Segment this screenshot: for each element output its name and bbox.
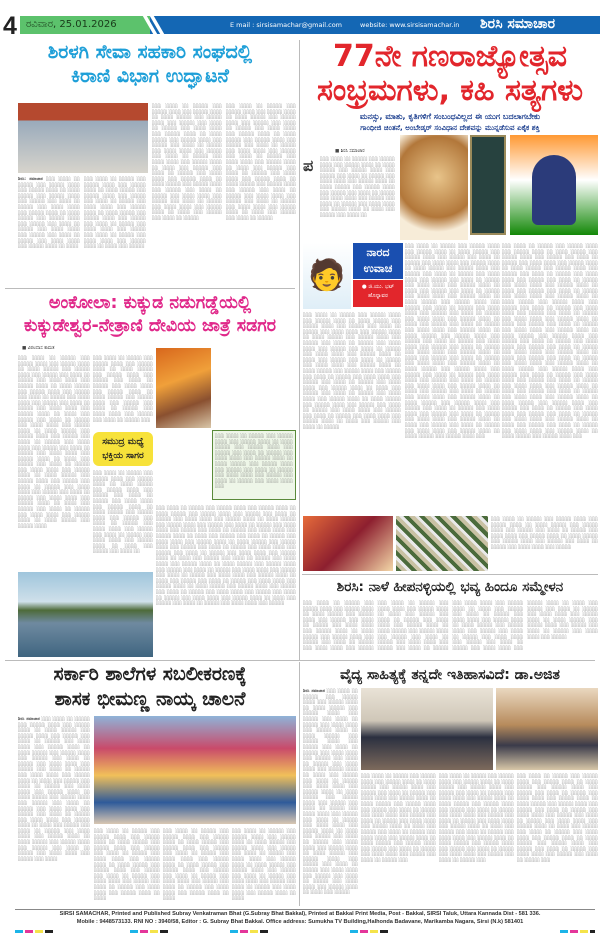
- story6-body-col2: ░░░ ░░░░ ░░ ░░░░░ ░░░ ░░░░░ ░░░░ ░░░ ░░░░░ ░░░░ ░░ ░░░░ ░░░░░ ░░░ ░░░░░ ░░░░ ░░░ ░░░░░ ░░░ ░░░░ ░░ ░░░░░ ░░░ ░░░░ ░░░░ ░░░ ░░░░░ ░░░░ ░░ ░░░░ ░░░░░ ░░░ ░░░░░ ░░░░ ░░░ ░░░░░ ░░░ ░░░░ ░░ ░░░░░ ░░░ ░░░░ ░░░░ ░░░ ░░░░░ ░░░ ░░░░ ░░ ░░░░░ ░░░ ░░░░ ░░░░ ░░░ ░░░░░ ░░░░ ░░ ░░░░ ░░░ ░░░░░ ░░░ ░░░░ ░░ ░░░░░ ░░░ ░░░░ ░░░░ ░░░ ░░░░░ ░░░░ ░░ ░░░░ ░░░░░ ░░░ ░░░░░ ░░░░ ░░░ ░░░░░ ░░░ ░░░░ ░░ ░░░░░ ░░░ ░░░░ ░░░░ ░░░ ░░░░░ ░░░ ░░░░ ░░ ░░░░░ ░░░: [361, 773, 436, 862]
- story5-photo: [94, 716, 296, 824]
- story5-body-col4: ░░░ ░░░░ ░░ ░░░░░ ░░░ ░░░░░ ░░░░ ░░░ ░░░░░ ░░░░ ░░ ░░░░ ░░░░░ ░░░ ░░░░░ ░░░░ ░░░ ░░░░░ ░░░ ░░░░ ░░ ░░░░░ ░░░ ░░░░ ░░░░ ░░░ ░░░░░ ░░░░ ░░ ░░░░ ░░░░░ ░░░ ░░░░░ ░░░░ ░░░ ░░░░░ ░░░ ░░░░ ░░ ░░░░░ ░░░ ░░░░ ░░░░ ░░░ ░░░░░ ░░░ ░░░░ ░░ ░░░░░ ░░░ ░░░░ ░░░░ ░░░ ░░░░░ ░░░░ ░░ ░░░░: [232, 828, 296, 901]
- story2-byline: ■ ಶಿರಸಿ ಸಮಾಚಾರ: [335, 149, 365, 154]
- story6-dateline: ಶಿರಸಿ ಸಮಾಚಾರ: [303, 688, 325, 693]
- box-line2: ಭಕ್ತಿಯ ಸಾಗರ: [102, 451, 144, 461]
- story1-headline-line1: ಶಿರಳಗಿ ಸೇವಾ ಸಹಕಾರಿ ಸಂಘದಲ್ಲಿ: [47, 41, 253, 63]
- masthead: ಶಿರಸಿ ಸಮಾಚಾರ: [480, 16, 555, 32]
- drop-cap: ಪ: [303, 156, 314, 175]
- box-line1: ಸಮುದ್ರ ಮಧ್ಯೆ: [102, 437, 144, 447]
- story3-body-col2: ░░░ ░░░░ ░░ ░░░░░ ░░░ ░░░░░ ░░░░ ░░░ ░░░░░ ░░░░ ░░ ░░░░ ░░░░░ ░░░ ░░░░░ ░░░░ ░░░ ░░░░░ ░░░ ░░░░ ░░ ░░░░░ ░░░ ░░░░ ░░░░ ░░░ ░░░░░ ░░░░ ░░ ░░░░ ░░░░░ ░░░ ░░░░░ ░░░░ ░░░ ░░░░░ ░░░ ░░░░ ░░ ░░░░░ ░░░ ░░░░ ░░░░ ░░░ ░░░░░ ░░░ ░░░░ ░░ ░░░░░ ░░░: [93, 355, 153, 422]
- divider: [302, 574, 598, 575]
- ambedkar-illustration: [510, 135, 598, 235]
- story5-body: ಶಿರಸಿ ಸಮಾಚಾರ ░░░ ░░░░ ░░ ░░░░░ ░░░ ░░░░░ ░░░░ ░░░ ░░░░░ ░░░░ ░░ ░░░░ ░░░░░ ░░░ ░░░░░ ░░░░ ░░░ ░░░░░ ░░░ ░░░░ ░░ ░░░░░ ░░░ ░░░░ ░░░░ ░░░ ░░░░░ ░░░░ ░░ ░░░░ ░░░░░ ░░░ ░░░░░ ░░░░ ░░░ ░░░░░ ░░░ ░░░░ ░░ ░░░░░ ░░░ ░░░░ ░░░░ ░░░ ░░░░░ ░░░ ░░░░ ░░ ░░░░░ ░░░ ░░░░ ░░░░ ░░░ ░░░░░ ░░░░ ░░ ░░░░ ░░░ ░░░░░ ░░░ ░░░░ ░░ ░░░░░ ░░░ ░░░░ ░░░░ ░░░ ░░░░░ ░░░░ ░░ ░░░░ ░░░░░ ░░░ ░░░░░ ░░░░ ░░░ ░░░░░ ░░░ ░░░░ ░░ ░░░░░ ░░░ ░░░░ ░░░░ ░░░ ░░░░░ ░░░ ░░░░ ░░ ░░░░░ ░░░ ░░░░ ░░░░ ░░░ ░░░░░ ░░░░ ░░ ░░░░ ░░░ ░░░░░ ░░░ ░░░░ ░░ ░░░░░ ░░░ ░░░░ ░░░░ ░░░ ░░░░░ ░░░░ ░░ ░░░░ ░░░░░ ░░░ ░░░░░ ░░░░ ░░░ ░░░░░ ░░░ ░░░░ ░░ ░░░░░ ░░░ ░░░░ ░░░░ ░░░ ░░░░░ ░░░ ░░░░: [18, 716, 90, 861]
- story1-headline-line2: ಕಿರಾಣಿ ವಿಭಾಗ ಉದ್ಘಾಟನೆ: [71, 65, 229, 87]
- story3-sea-photo: [18, 572, 153, 657]
- story6-photo2: [496, 688, 598, 770]
- issue-date: ರವಿವಾರ, 25.01.2026: [26, 19, 117, 30]
- story2-caption: ░░░ ░░░░ ░░ ░░░░░ ░░░ ░░░░░ ░░░░ ░░░ ░░░░░ ░░░░ ░░ ░░░░ ░░░░░ ░░░ ░░░░░ ░░░░ ░░░ ░░░░░ ░░░ ░░░░ ░░ ░░░░░ ░░░ ░░░░ ░░░░ ░░░ ░░░░░ ░░░░ ░░ ░░░░ ░░░░░ ░░░ ░░░░░ ░░░░ ░░░ ░░░░░ ░░░ ░░░░ ░░ ░░░░░ ░░░ ░░░░ ░░░░ ░░░ ░░░░░: [491, 516, 598, 549]
- story3-headline-line1: ಅಂಕೋಲಾ: ಕುಕ್ಕುಡ ನಡುಗಡ್ಡೆಯಲ್ಲಿ: [48, 293, 252, 313]
- story1-body-col3: ░░░ ░░░░ ░░ ░░░░░ ░░░ ░░░░░ ░░░░ ░░░ ░░░░░ ░░░░ ░░ ░░░░ ░░░░░ ░░░ ░░░░░ ░░░░ ░░░ ░░░░░ ░░░ ░░░░ ░░ ░░░░░ ░░░ ░░░░ ░░░░ ░░░ ░░░░░ ░░░░ ░░ ░░░░ ░░░░░ ░░░ ░░░░░ ░░░░ ░░░ ░░░░░ ░░░ ░░░░ ░░ ░░░░░ ░░░ ░░░░ ░░░░ ░░░ ░░░░░ ░░░ ░░░░ ░░ ░░░░░ ░░░ ░░░░ ░░░░ ░░░ ░░░░░ ░░░░ ░░ ░░░░ ░░░ ░░░░░ ░░░ ░░░░ ░░ ░░░░░ ░░░ ░░░░ ░░░░ ░░░ ░░░░░ ░░░░ ░░ ░░░░ ░░░░░ ░░░ ░░░░░ ░░░░ ░░░ ░░░░░ ░░░ ░░░░ ░░ ░░░░░ ░░░ ░░░░ ░░░░ ░░░ ░░░░░ ░░░ ░░░░ ░░ ░░░░░ ░░░ ░░░░ ░░░░ ░░░ ░░░░░ ░░░░ ░░ ░░░░ ░░░ ░░░░░ ░░░ ░░░░ ░░ ░░░░░: [152, 103, 222, 220]
- imprint: [0, 911, 600, 926]
- constitution-book-image: [470, 135, 506, 235]
- story1-body-col2: ░░░ ░░░░ ░░ ░░░░░ ░░░ ░░░░░ ░░░░ ░░░ ░░░░░ ░░░░ ░░ ░░░░ ░░░░░ ░░░ ░░░░░ ░░░░ ░░░ ░░░░░ ░░░ ░░░░ ░░ ░░░░░ ░░░ ░░░░ ░░░░ ░░░ ░░░░░ ░░░░ ░░ ░░░░ ░░░░░ ░░░ ░░░░░ ░░░░ ░░░ ░░░░░ ░░░ ░░░░ ░░ ░░░░░ ░░░ ░░░░ ░░░░ ░░░ ░░░░░ ░░░ ░░░░ ░░ ░░░░░ ░░░ ░░░░ ░░░░ ░░░ ░░░░░ ░░░░ ░░ ░░░░ ░░░ ░░░░░: [84, 176, 146, 249]
- story2-subhead1: ಮನಸ್ಸು, ಮಾತು, ಕೃತಿಗಳಿಗೆ ಸಂಬಂಧವಿಲ್ಲದ ಈ ಯುಗ ಬದಲಾಗಬೇಕು: [359, 112, 541, 121]
- column-divider: [299, 40, 300, 660]
- column-title: ನಾರದ ಉವಾಚ: [353, 243, 403, 279]
- story2-headline: [302, 40, 598, 108]
- story1-dateline: ಶಿರಸಿ: ಸಮಾಚಾರ: [18, 176, 43, 181]
- story2-subhead2: ಗಾಂಧೀಜಿ ಚಿಂತನೆ, ಅಂಬೇಡ್ಕರ್ ಸಂವಿಧಾನ ದೇಶವನ್ನು ಮುನ್ನಡೆಸುವ ಏಕೈಕ ಶಕ್ತಿ: [360, 123, 540, 132]
- story5-headline: [5, 662, 295, 712]
- column-author: ● ಜಿ.ಯು. ಭಟ್ ಹೊನ್ನಾವರ: [353, 280, 403, 307]
- story5-headline-line2: ಶಾಸಕ ಭೀಮಣ್ಣ ನಾಯ್ಕ ಚಾಲನೆ: [54, 688, 246, 710]
- gandhi-illustration: [400, 135, 468, 240]
- story2-body-col1b: ░░░ ░░░░ ░░ ░░░░░ ░░░ ░░░░░ ░░░░ ░░░ ░░░░░ ░░░░ ░░ ░░░░ ░░░░░ ░░░ ░░░░░ ░░░░ ░░░ ░░░░░ ░░░ ░░░░ ░░ ░░░░░ ░░░ ░░░░ ░░░░ ░░░ ░░░░░ ░░░░ ░░ ░░░░ ░░░░░ ░░░ ░░░░░ ░░░░ ░░░ ░░░░░ ░░░ ░░░░ ░░ ░░░░░ ░░░ ░░░░ ░░░░ ░░░ ░░░░░ ░░░ ░░░░ ░░ ░░░░░ ░░░ ░░░░ ░░░░ ░░░ ░░░░░ ░░░░ ░░ ░░░░ ░░░ ░░░░░ ░░░ ░░░░ ░░ ░░░░░ ░░░ ░░░░ ░░░░ ░░░ ░░░░░ ░░░░ ░░ ░░░░ ░░░░░ ░░░ ░░░░░ ░░░░ ░░░ ░░░░░ ░░░ ░░░░ ░░ ░░░░░ ░░░ ░░░░ ░░░░ ░░░ ░░░░░ ░░░ ░░░░ ░░ ░░░░░ ░░░ ░░░░ ░░░░ ░░░ ░░░░░ ░░░░ ░░ ░░░░ ░░░ ░░░░░ ░░░ ░░░░ ░░ ░░░░░ ░░░ ░░░░ ░░░░ ░░░ ░░░░░ ░░░░ ░░ ░░░░ ░░░░░ ░░░ ░░░░░ ░░░░ ░░░ ░░░░░ ░░░ ░░░░ ░░ ░░░░░ ░░░ ░░░░ ░░░░ ░░░ ░░░░░ ░░░ ░░░░ ░░ ░░░░░ ░░░ ░░░░ ░░░░ ░░░ ░░░░░ ░░░░ ░░ ░░░░ ░░░ ░░░░░ ░░░ ░░░░ ░░ ░░░░░: [303, 312, 401, 429]
- story2-body-col2: ░░░ ░░░░ ░░ ░░░░░ ░░░ ░░░░░ ░░░░ ░░░ ░░░░░ ░░░░ ░░ ░░░░ ░░░░░ ░░░ ░░░░░ ░░░░ ░░░ ░░░░░ ░░░ ░░░░ ░░ ░░░░░ ░░░ ░░░░ ░░░░ ░░░ ░░░░░ ░░░░ ░░ ░░░░ ░░░░░ ░░░ ░░░░░ ░░░░ ░░░ ░░░░░ ░░░ ░░░░ ░░ ░░░░░ ░░░ ░░░░ ░░░░ ░░░ ░░░░░ ░░░ ░░░░ ░░ ░░░░░ ░░░ ░░░░ ░░░░ ░░░ ░░░░░ ░░░░ ░░ ░░░░ ░░░ ░░░░░ ░░░ ░░░░ ░░ ░░░░░ ░░░ ░░░░ ░░░░ ░░░ ░░░░░ ░░░░ ░░ ░░░░ ░░░░░ ░░░ ░░░░░ ░░░░ ░░░ ░░░░░ ░░░ ░░░░ ░░ ░░░░░ ░░░ ░░░░ ░░░░ ░░░ ░░░░░ ░░░ ░░░░ ░░ ░░░░░ ░░░ ░░░░ ░░░░ ░░░ ░░░░░ ░░░░ ░░ ░░░░ ░░░ ░░░░░ ░░░ ░░░░ ░░ ░░░░░ ░░░ ░░░░ ░░░░ ░░░ ░░░░░ ░░░░ ░░ ░░░░ ░░░░░ ░░░ ░░░░░ ░░░░ ░░░ ░░░░░ ░░░ ░░░░ ░░ ░░░░░ ░░░ ░░░░ ░░░░ ░░░ ░░░░░ ░░░ ░░░░ ░░ ░░░░░ ░░░ ░░░░ ░░░░ ░░░ ░░░░░ ░░░░ ░░ ░░░░ ░░░ ░░░░░ ░░░ ░░░░ ░░ ░░░░░ ░░░ ░░░░ ░░░░ ░░░ ░░░░░ ░░░░ ░░ ░░░░ ░░░░░ ░░░ ░░░░░ ░░░░ ░░░ ░░░░░ ░░░ ░░░░ ░░ ░░░░░ ░░░ ░░░░ ░░░░ ░░░ ░░░░░ ░░░ ░░░░ ░░ ░░░░░ ░░░ ░░░░ ░░░░ ░░░ ░░░░░ ░░░░ ░░ ░░░░ ░░░ ░░░░░ ░░░ ░░░░ ░░ ░░░░░ ░░░ ░░░░ ░░░░ ░░░ ░░░░░ ░░░░ ░░ ░░░░ ░░░░░ ░░░ ░░░░░ ░░░░ ░░░ ░░░░░ ░░░ ░░░░ ░░ ░░░░░ ░░░ ░░░░ ░░░░ ░░░ ░░░░░ ░░░ ░░░░ ░░ ░░░░░ ░░░ ░░░░ ░░░░ ░░░ ░░░░░ ░░░░ ░░ ░░░░ ░░░ ░░░░░ ░░░ ░░░░ ░░ ░░░░░ ░░░ ░░░░ ░░░░ ░░░ ░░░░░ ░░░░ ░░ ░░░░ ░░░░░ ░░░ ░░░░░ ░░░░ ░░░: [405, 243, 500, 439]
- story3-byline: ■ ವಿಠಲದಾಸ ಕಾಮತ: [22, 346, 55, 351]
- story3-body-col4: ░░░ ░░░░ ░░ ░░░░░ ░░░ ░░░░░ ░░░░ ░░░ ░░░░░ ░░░░ ░░ ░░░░ ░░░░░ ░░░ ░░░░░ ░░░░ ░░░ ░░░░░ ░░░ ░░░░ ░░ ░░░░░ ░░░ ░░░░ ░░░░ ░░░ ░░░░░ ░░░░ ░░ ░░░░ ░░░░░ ░░░ ░░░░░ ░░░░ ░░░ ░░░░░ ░░░ ░░░░ ░░ ░░░░░ ░░░ ░░░░ ░░░░ ░░░ ░░░░░ ░░░ ░░░░ ░░ ░░░░░ ░░░ ░░░░ ░░░░ ░░░ ░░░░░ ░░░░ ░░ ░░░░ ░░░ ░░░░░ ░░░ ░░░░ ░░ ░░░░░ ░░░ ░░░░ ░░░░ ░░░ ░░░░░ ░░░░ ░░ ░░░░ ░░░░░ ░░░ ░░░░░ ░░░░ ░░░ ░░░░░ ░░░ ░░░░ ░░ ░░░░░ ░░░ ░░░░ ░░░░ ░░░ ░░░░░ ░░░ ░░░░ ░░ ░░░░░ ░░░ ░░░░ ░░░░ ░░░ ░░░░░ ░░░░ ░░ ░░░░ ░░░ ░░░░░ ░░░ ░░░░ ░░ ░░░░░ ░░░ ░░░░ ░░░░ ░░░ ░░░░░ ░░░░ ░░ ░░░░ ░░░░░ ░░░ ░░░░░ ░░░░ ░░░ ░░░░░ ░░░ ░░░░ ░░ ░░░░░ ░░░ ░░░░ ░░░░ ░░░ ░░░░░ ░░░ ░░░░ ░░ ░░░░░ ░░░ ░░░░ ░░░░ ░░░ ░░░░░ ░░░░ ░░ ░░░░ ░░░ ░░░░░ ░░░ ░░░░ ░░ ░░░░░ ░░░ ░░░░ ░░░░ ░░░ ░░░░░ ░░░░ ░░ ░░░░ ░░░░░ ░░░ ░░░░░ ░░░░ ░░░ ░░░░░ ░░░ ░░░░ ░░ ░░░░░ ░░░ ░░░░ ░░░░ ░░░ ░░░░░ ░░░ ░░░░ ░░ ░░░░░ ░░░ ░░░░ ░░░░ ░░░ ░░░░░ ░░░░ ░░ ░░░░ ░░░ ░░░░░ ░░░ ░░░░ ░░ ░░░░░ ░░░ ░░░░ ░░░░ ░░░ ░░░░░: [156, 505, 296, 606]
- story1-photo: [18, 103, 148, 173]
- email-link[interactable]: E mail : sirsisamachar@gmail.com: [230, 21, 343, 29]
- story5-body-col2: ░░░ ░░░░ ░░ ░░░░░ ░░░ ░░░░░ ░░░░ ░░░ ░░░░░ ░░░░ ░░ ░░░░ ░░░░░ ░░░ ░░░░░ ░░░░ ░░░ ░░░░░ ░░░ ░░░░ ░░ ░░░░░ ░░░ ░░░░ ░░░░ ░░░ ░░░░░ ░░░░ ░░ ░░░░ ░░░░░ ░░░ ░░░░░ ░░░░ ░░░ ░░░░░ ░░░ ░░░░ ░░ ░░░░░ ░░░ ░░░░ ░░░░ ░░░ ░░░░░ ░░░ ░░░░ ░░ ░░░░░ ░░░ ░░░░ ░░░░ ░░░ ░░░░░ ░░░░ ░░ ░░░░: [94, 828, 160, 901]
- divider: [5, 288, 295, 289]
- contact-bar: [150, 16, 600, 34]
- story6-body: ಶಿರಸಿ ಸಮಾಚಾರ ░░░ ░░░░ ░░ ░░░░░ ░░░ ░░░░░ ░░░░ ░░░ ░░░░░ ░░░░ ░░ ░░░░ ░░░░░ ░░░ ░░░░░ ░░░░ ░░░ ░░░░░ ░░░ ░░░░ ░░ ░░░░░ ░░░ ░░░░ ░░░░ ░░░ ░░░░░ ░░░░ ░░ ░░░░ ░░░░░ ░░░ ░░░░░ ░░░░ ░░░ ░░░░░ ░░░ ░░░░ ░░ ░░░░░ ░░░ ░░░░ ░░░░ ░░░ ░░░░░ ░░░ ░░░░ ░░ ░░░░░ ░░░ ░░░░ ░░░░ ░░░ ░░░░░ ░░░░ ░░ ░░░░ ░░░ ░░░░░ ░░░ ░░░░ ░░ ░░░░░ ░░░ ░░░░ ░░░░ ░░░ ░░░░░ ░░░░ ░░ ░░░░ ░░░░░ ░░░ ░░░░░ ░░░░ ░░░ ░░░░░ ░░░ ░░░░ ░░ ░░░░░ ░░░ ░░░░ ░░░░ ░░░ ░░░░░ ░░░ ░░░░ ░░ ░░░░░ ░░░ ░░░░ ░░░░ ░░░ ░░░░░ ░░░░ ░░ ░░░░ ░░░ ░░░░░ ░░░ ░░░░ ░░ ░░░░░ ░░░ ░░░░ ░░░░ ░░░ ░░░░░ ░░░░ ░░ ░░░░ ░░░░░ ░░░ ░░░░░ ░░░░ ░░░ ░░░░░ ░░░ ░░░░ ░░ ░░░░░ ░░░ ░░░░ ░░░░ ░░░ ░░░░░ ░░░ ░░░░ ░░ ░░░░░ ░░░ ░░░░ ░░░░ ░░░ ░░░░░ ░░░░ ░░ ░░░░ ░░░ ░░░░░: [303, 688, 358, 895]
- footer-rule: [15, 909, 595, 910]
- story3-body: ░░░ ░░░░ ░░ ░░░░░ ░░░ ░░░░░ ░░░░ ░░░ ░░░░░ ░░░░ ░░ ░░░░ ░░░░░ ░░░ ░░░░░ ░░░░ ░░░ ░░░░░ ░░░ ░░░░ ░░ ░░░░░ ░░░ ░░░░ ░░░░ ░░░ ░░░░░ ░░░░ ░░ ░░░░ ░░░░░ ░░░ ░░░░░ ░░░░ ░░░ ░░░░░ ░░░ ░░░░ ░░ ░░░░░ ░░░ ░░░░ ░░░░ ░░░ ░░░░░ ░░░ ░░░░ ░░ ░░░░░ ░░░ ░░░░ ░░░░ ░░░ ░░░░░ ░░░░ ░░ ░░░░ ░░░ ░░░░░ ░░░ ░░░░ ░░ ░░░░░ ░░░ ░░░░ ░░░░ ░░░ ░░░░░ ░░░░ ░░ ░░░░ ░░░░░ ░░░ ░░░░░ ░░░░ ░░░ ░░░░░ ░░░ ░░░░ ░░ ░░░░░ ░░░ ░░░░ ░░░░ ░░░ ░░░░░ ░░░ ░░░░ ░░ ░░░░░ ░░░ ░░░░ ░░░░ ░░░ ░░░░░ ░░░░ ░░ ░░░░ ░░░ ░░░░░ ░░░ ░░░░ ░░ ░░░░░ ░░░ ░░░░ ░░░░ ░░░ ░░░░░ ░░░░ ░░ ░░░░ ░░░░░ ░░░ ░░░░░ ░░░░ ░░░ ░░░░░ ░░░ ░░░░ ░░ ░░░░░ ░░░ ░░░░ ░░░░ ░░░ ░░░░░ ░░░ ░░░░ ░░ ░░░░░ ░░░ ░░░░ ░░░░ ░░░ ░░░░░ ░░░░ ░░ ░░░░ ░░░ ░░░░░ ░░░ ░░░░ ░░ ░░░░░ ░░░ ░░░░ ░░░░ ░░░ ░░░░░ ░░░░ ░░ ░░░░ ░░░░░ ░░░ ░░░░░ ░░░░: [18, 355, 90, 528]
- story6-body-col4: ░░░ ░░░░ ░░ ░░░░░ ░░░ ░░░░░ ░░░░ ░░░ ░░░░░ ░░░░ ░░ ░░░░ ░░░░░ ░░░ ░░░░░ ░░░░ ░░░ ░░░░░ ░░░ ░░░░ ░░ ░░░░░ ░░░ ░░░░ ░░░░ ░░░ ░░░░░ ░░░░ ░░ ░░░░ ░░░░░ ░░░ ░░░░░ ░░░░ ░░░ ░░░░░ ░░░ ░░░░ ░░ ░░░░░ ░░░ ░░░░ ░░░░ ░░░ ░░░░░ ░░░ ░░░░ ░░ ░░░░░ ░░░ ░░░░ ░░░░ ░░░ ░░░░░ ░░░░ ░░ ░░░░ ░░░ ░░░░░ ░░░ ░░░░ ░░ ░░░░░ ░░░ ░░░░ ░░░░ ░░░ ░░░░░ ░░░░ ░░ ░░░░ ░░░░░ ░░░ ░░░░░ ░░░░ ░░░ ░░░░░ ░░░ ░░░░ ░░ ░░░░░ ░░░ ░░░░ ░░░░ ░░░ ░░░░░ ░░░ ░░░░ ░░ ░░░░░ ░░░: [517, 773, 598, 862]
- story2-headline-line2: ಸಂಭ್ರಮಗಳು, ಕಹಿ ಸತ್ಯಗಳು: [316, 73, 584, 108]
- column-divider: [299, 662, 300, 906]
- story6-body-col3: ░░░ ░░░░ ░░ ░░░░░ ░░░ ░░░░░ ░░░░ ░░░ ░░░░░ ░░░░ ░░ ░░░░ ░░░░░ ░░░ ░░░░░ ░░░░ ░░░ ░░░░░ ░░░ ░░░░ ░░ ░░░░░ ░░░ ░░░░ ░░░░ ░░░ ░░░░░ ░░░░ ░░ ░░░░ ░░░░░ ░░░ ░░░░░ ░░░░ ░░░ ░░░░░ ░░░ ░░░░ ░░ ░░░░░ ░░░ ░░░░ ░░░░ ░░░ ░░░░░ ░░░ ░░░░ ░░ ░░░░░ ░░░ ░░░░ ░░░░ ░░░ ░░░░░ ░░░░ ░░ ░░░░ ░░░ ░░░░░ ░░░ ░░░░ ░░ ░░░░░ ░░░ ░░░░ ░░░░ ░░░ ░░░░░ ░░░░ ░░ ░░░░ ░░░░░ ░░░ ░░░░░ ░░░░ ░░░ ░░░░░ ░░░ ░░░░ ░░ ░░░░░ ░░░ ░░░░ ░░░░ ░░░ ░░░░░ ░░░ ░░░░ ░░ ░░░░░ ░░░: [439, 773, 514, 862]
- story1-body-col4: ░░░ ░░░░ ░░ ░░░░░ ░░░ ░░░░░ ░░░░ ░░░ ░░░░░ ░░░░ ░░ ░░░░ ░░░░░ ░░░ ░░░░░ ░░░░ ░░░ ░░░░░ ░░░ ░░░░ ░░ ░░░░░ ░░░ ░░░░ ░░░░ ░░░ ░░░░░ ░░░░ ░░ ░░░░ ░░░░░ ░░░ ░░░░░ ░░░░ ░░░ ░░░░░ ░░░ ░░░░ ░░ ░░░░░ ░░░ ░░░░ ░░░░ ░░░ ░░░░░ ░░░ ░░░░ ░░ ░░░░░ ░░░ ░░░░ ░░░░ ░░░ ░░░░░ ░░░░ ░░ ░░░░ ░░░ ░░░░░ ░░░ ░░░░ ░░ ░░░░░ ░░░ ░░░░ ░░░░ ░░░ ░░░░░ ░░░░ ░░ ░░░░ ░░░░░ ░░░ ░░░░░ ░░░░ ░░░ ░░░░░ ░░░ ░░░░ ░░ ░░░░░ ░░░ ░░░░ ░░░░ ░░░ ░░░░░ ░░░ ░░░░ ░░ ░░░░░ ░░░ ░░░░ ░░░░ ░░░ ░░░░░ ░░░░ ░░ ░░░░ ░░░ ░░░░░ ░░░ ░░░░ ░░ ░░░░░: [226, 103, 296, 220]
- date-bar: [20, 16, 155, 34]
- story1-body: ಶಿರಸಿ: ಸಮಾಚಾರ ░░░ ░░░░ ░░ ░░░░░ ░░░ ░░░░░ ░░░░ ░░░ ░░░░░ ░░░░ ░░ ░░░░ ░░░░░ ░░░ ░░░░░ ░░░░ ░░░ ░░░░░ ░░░ ░░░░ ░░ ░░░░░ ░░░ ░░░░ ░░░░ ░░░ ░░░░░ ░░░░ ░░ ░░░░ ░░░░░ ░░░ ░░░░░ ░░░░ ░░░ ░░░░░ ░░░ ░░░░ ░░ ░░░░░ ░░░ ░░░░ ░░░░ ░░░ ░░░░░ ░░░ ░░░░ ░░ ░░░░░ ░░░ ░░░░ ░░░░ ░░░ ░░░░░ ░░░░ ░░ ░░░░: [18, 176, 80, 249]
- story5-dateline: ಶಿರಸಿ ಸಮಾಚಾರ: [18, 716, 40, 721]
- story2-photo-left: [303, 516, 393, 571]
- story2-headline-line1: 77ನೇ ಗಣರಾಜ್ಯೋತ್ಸವ: [333, 39, 567, 74]
- story5-body-col3: ░░░ ░░░░ ░░ ░░░░░ ░░░ ░░░░░ ░░░░ ░░░ ░░░░░ ░░░░ ░░ ░░░░ ░░░░░ ░░░ ░░░░░ ░░░░ ░░░ ░░░░░ ░░░ ░░░░ ░░ ░░░░░ ░░░ ░░░░ ░░░░ ░░░ ░░░░░ ░░░░ ░░ ░░░░ ░░░░░ ░░░ ░░░░░ ░░░░ ░░░ ░░░░░ ░░░ ░░░░ ░░ ░░░░░ ░░░ ░░░░ ░░░░ ░░░ ░░░░░ ░░░ ░░░░ ░░ ░░░░░ ░░░ ░░░░ ░░░░ ░░░ ░░░░░ ░░░░ ░░ ░░░░: [163, 828, 229, 901]
- story3-box-text: ░░░ ░░░░ ░░ ░░░░░ ░░░ ░░░░░ ░░░░ ░░░ ░░░░░ ░░░░ ░░ ░░░░ ░░░░░ ░░░ ░░░░░ ░░░░ ░░░ ░░░░░ ░░░ ░░░░ ░░ ░░░░░ ░░░ ░░░░ ░░░░ ░░░ ░░░░░ ░░░░ ░░ ░░░░ ░░░░░ ░░░ ░░░░░ ░░░░ ░░░ ░░░░░ ░░░ ░░░░ ░░ ░░░░░ ░░░ ░░░░ ░░░░ ░░░ ░░░░░ ░░░ ░░░░ ░░ ░░░░░ ░░░ ░░░░ ░░░░ ░░░: [212, 430, 296, 500]
- narada-cartoon-icon: 🧑: [303, 243, 351, 309]
- narada-column-badge: [303, 243, 403, 309]
- imprint-line1: SIRSI SAMACHAR, Printed and Published Subray Venkatraman Bhat (G.Subray Bhat Bakkal), Printed at Bakkal Print Media, Post - Bakkal, SIRSI Taluk, Uttara Kannada Dist - 581 336.: [59, 911, 541, 917]
- bhakti-box: [93, 432, 153, 466]
- story3-body-col3: ░░░ ░░░░ ░░ ░░░░░ ░░░ ░░░░░ ░░░░ ░░░ ░░░░░ ░░░░ ░░ ░░░░ ░░░░░ ░░░ ░░░░░ ░░░░ ░░░ ░░░░░ ░░░ ░░░░ ░░ ░░░░░ ░░░ ░░░░ ░░░░ ░░░ ░░░░░ ░░░░ ░░ ░░░░ ░░░░░ ░░░ ░░░░░ ░░░░ ░░░ ░░░░░ ░░░ ░░░░ ░░ ░░░░░ ░░░ ░░░░ ░░░░ ░░░ ░░░░░ ░░░ ░░░░ ░░ ░░░░░ ░░░ ░░░░ ░░░░ ░░░ ░░░░░ ░░░░ ░░ ░░░░ ░░░ ░░░░░ ░░░ ░░░░ ░░: [93, 470, 153, 554]
- story3-headline: [5, 292, 295, 338]
- website-link[interactable]: website: www.sirsisamachar.in: [360, 21, 460, 29]
- story2-body-col3: ░░░ ░░░░ ░░ ░░░░░ ░░░ ░░░░░ ░░░░ ░░░ ░░░░░ ░░░░ ░░ ░░░░ ░░░░░ ░░░ ░░░░░ ░░░░ ░░░ ░░░░░ ░░░ ░░░░ ░░ ░░░░░ ░░░ ░░░░ ░░░░ ░░░ ░░░░░ ░░░░ ░░ ░░░░ ░░░░░ ░░░ ░░░░░ ░░░░ ░░░ ░░░░░ ░░░ ░░░░ ░░ ░░░░░ ░░░ ░░░░ ░░░░ ░░░ ░░░░░ ░░░ ░░░░ ░░ ░░░░░ ░░░ ░░░░ ░░░░ ░░░ ░░░░░ ░░░░ ░░ ░░░░ ░░░ ░░░░░ ░░░ ░░░░ ░░ ░░░░░ ░░░ ░░░░ ░░░░ ░░░ ░░░░░ ░░░░ ░░ ░░░░ ░░░░░ ░░░ ░░░░░ ░░░░ ░░░ ░░░░░ ░░░ ░░░░ ░░ ░░░░░ ░░░ ░░░░ ░░░░ ░░░ ░░░░░ ░░░ ░░░░ ░░ ░░░░░ ░░░ ░░░░ ░░░░ ░░░ ░░░░░ ░░░░ ░░ ░░░░ ░░░ ░░░░░ ░░░ ░░░░ ░░ ░░░░░ ░░░ ░░░░ ░░░░ ░░░ ░░░░░ ░░░░ ░░ ░░░░ ░░░░░ ░░░ ░░░░░ ░░░░ ░░░ ░░░░░ ░░░ ░░░░ ░░ ░░░░░ ░░░ ░░░░ ░░░░ ░░░ ░░░░░ ░░░ ░░░░ ░░ ░░░░░ ░░░ ░░░░ ░░░░ ░░░ ░░░░░ ░░░░ ░░ ░░░░ ░░░ ░░░░░ ░░░ ░░░░ ░░ ░░░░░ ░░░ ░░░░ ░░░░ ░░░ ░░░░░ ░░░░ ░░ ░░░░ ░░░░░ ░░░ ░░░░░ ░░░░ ░░░ ░░░░░ ░░░ ░░░░ ░░ ░░░░░ ░░░ ░░░░ ░░░░ ░░░ ░░░░░ ░░░ ░░░░ ░░ ░░░░░ ░░░ ░░░░ ░░░░ ░░░ ░░░░░ ░░░░ ░░ ░░░░ ░░░ ░░░░░ ░░░ ░░░░ ░░ ░░░░░ ░░░ ░░░░ ░░░░ ░░░ ░░░░░ ░░░░ ░░ ░░░░ ░░░░░ ░░░ ░░░░░ ░░░░ ░░░ ░░░░░ ░░░ ░░░░ ░░ ░░░░░ ░░░ ░░░░ ░░░░ ░░░ ░░░░░ ░░░ ░░░░ ░░ ░░░░░ ░░░ ░░░░ ░░░░ ░░░ ░░░░░ ░░░░ ░░ ░░░░ ░░░ ░░░░░ ░░░ ░░░░ ░░ ░░░░░ ░░░ ░░░░ ░░░░ ░░░ ░░░░░ ░░░░ ░░ ░░░░ ░░░░░ ░░░ ░░░░░ ░░░░ ░░░: [502, 243, 598, 439]
- story2-body: ░░░ ░░░░ ░░ ░░░░░ ░░░ ░░░░░ ░░░░ ░░░ ░░░░░ ░░░░ ░░ ░░░░ ░░░░░ ░░░ ░░░░░ ░░░░ ░░░ ░░░░░ ░░░ ░░░░ ░░ ░░░░░ ░░░ ░░░░ ░░░░ ░░░ ░░░░░ ░░░░ ░░ ░░░░ ░░░░░ ░░░ ░░░░░ ░░░░ ░░░ ░░░░░ ░░░ ░░░░ ░░ ░░░░░ ░░░ ░░░░ ░░░░ ░░░ ░░░░░ ░░░ ░░░░ ░░ ░░░░░ ░░░ ░░░░ ░░░░ ░░░ ░░░░░ ░░░░ ░░ ░░░░ ░░░ ░░░░░ ░░░ ░░░░ ░░: [320, 156, 395, 217]
- divider: [5, 660, 595, 661]
- imprint-line2: Mobile : 9448573133. RNI NO : 3940/58, Editor : G. Subray Bhat Bakkal. Office address: Sumukha TV Building,Halhonda Badavane, Marikamba Nagara, Sirsi (N.k) 581401: [76, 918, 524, 925]
- story2-photo-right: [396, 516, 488, 571]
- story4-headline: ಶಿರಸಿ: ನಾಳೆ ಹೀಪನಳ್ಳಿಯಲ್ಲಿ ಭವ್ಯ ಹಿಂದೂ ಸಮ್ಮೇಳನ: [336, 579, 564, 595]
- story4-body: ░░░ ░░░░ ░░ ░░░░░ ░░░ ░░░░░ ░░░░ ░░░ ░░░░░ ░░░░ ░░ ░░░░ ░░░░░ ░░░ ░░░░░ ░░░░ ░░░ ░░░░░ ░░░ ░░░░ ░░ ░░░░░ ░░░ ░░░░ ░░░░ ░░░ ░░░░░ ░░░░ ░░ ░░░░ ░░░░░ ░░░ ░░░░░ ░░░░ ░░░ ░░░░░ ░░░ ░░░░ ░░ ░░░░░ ░░░ ░░░░ ░░░░ ░░░ ░░░░░ ░░░ ░░░░ ░░ ░░░░░ ░░░ ░░░░ ░░░░ ░░░ ░░░░░ ░░░░ ░░ ░░░░ ░░░ ░░░░░ ░░░ ░░░░ ░░ ░░░░░ ░░░ ░░░░ ░░░░ ░░░ ░░░░░ ░░░░ ░░ ░░░░ ░░░░░ ░░░ ░░░░░ ░░░░ ░░░ ░░░░░ ░░░ ░░░░ ░░ ░░░░░ ░░░ ░░░░ ░░░░ ░░░ ░░░░░ ░░░ ░░░░ ░░ ░░░░░ ░░░ ░░░░ ░░░░ ░░░ ░░░░░ ░░░░ ░░ ░░░░ ░░░ ░░░░░ ░░░ ░░░░ ░░ ░░░░░ ░░░ ░░░░ ░░░░ ░░░ ░░░░░ ░░░░ ░░ ░░░░ ░░░░░ ░░░ ░░░░░ ░░░░ ░░░ ░░░░░ ░░░ ░░░░ ░░ ░░░░░ ░░░ ░░░░ ░░░░ ░░░ ░░░░░ ░░░ ░░░░ ░░ ░░░░░ ░░░ ░░░░ ░░░░ ░░░ ░░░░░ ░░░░ ░░ ░░░░ ░░░ ░░░░░ ░░░ ░░░░ ░░ ░░░░░ ░░░ ░░░░ ░░░░ ░░░ ░░░░░ ░░░░ ░░ ░░░░ ░░░░░ ░░░ ░░░░░ ░░░░ ░░░ ░░░░░ ░░░ ░░░░ ░░ ░░░░░ ░░░ ░░░░ ░░░░ ░░░ ░░░░░: [303, 600, 598, 650]
- story5-headline-line1: ಸರ್ಕಾರಿ ಶಾಲೆಗಳ ಸಬಲೀಕರಣಕ್ಕೆ: [53, 663, 247, 685]
- story6-headline: ವೈದ್ಯ ಸಾಹಿತ್ಯಕ್ಕೆ ತನ್ನದೇ ಇತಿಹಾಸವಿದೆ: ಡಾ.ಅಜಿತ: [340, 667, 560, 683]
- story3-photo: [156, 348, 211, 428]
- color-registration-bar: [15, 930, 595, 934]
- page-number: 4: [3, 12, 17, 40]
- story3-headline-line2: ಕುಕ್ಕುಡೇಶ್ವರ-ನೇತ್ರಾಣಿ ದೇವಿಯ ಜಾತ್ರೆ ಸಡಗರ: [24, 316, 276, 336]
- story6-photo: [361, 688, 493, 770]
- story1-headline: [5, 40, 295, 88]
- story2-subheads: [302, 111, 598, 133]
